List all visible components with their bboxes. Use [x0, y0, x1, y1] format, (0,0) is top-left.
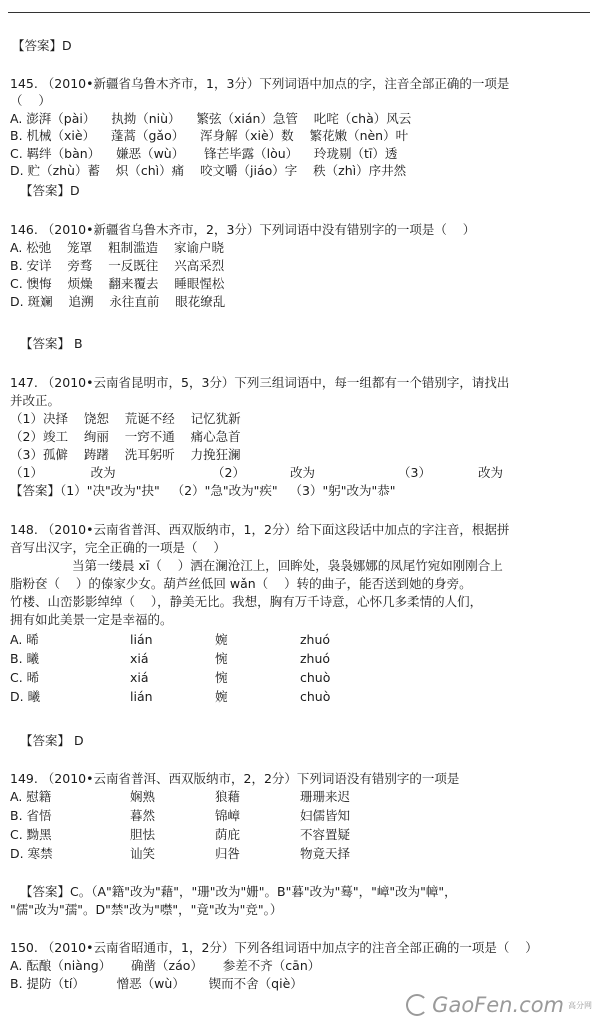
- q148-a-1: A. 晞: [10, 632, 39, 647]
- q148-c-1: C. 晞: [10, 670, 40, 685]
- q148-passage-3: 竹楼、山峦影影绰绰（ ），静美无比。我想，胸有万千诗意，心怀几多柔情的人们，: [10, 594, 483, 609]
- q147-group-2: （2）竣工 绚丽 一窍不通 痛心急首: [10, 429, 241, 444]
- q148-b-4: zhuó: [300, 651, 331, 666]
- q146-option-a: A. 松弛 笼罩 粗制滥造 家谕户晓: [10, 240, 224, 255]
- q148-b-2: xiá: [130, 651, 149, 666]
- q145-option-d: D. 贮（zhù）蓄 炽（chì）痛 咬文嚼（jiáo）字 秩（zhì）序井然: [10, 163, 407, 178]
- q146-option-b: B. 安详 旁骛 一反既往 兴高采烈: [10, 258, 225, 273]
- q149-c-2: 胆怯: [130, 827, 156, 842]
- q148-c-4: chuò: [300, 670, 331, 685]
- q148-b-3: 惋: [215, 651, 228, 666]
- q147-fill-1: （1） 改为: [10, 465, 116, 480]
- top-rule: [8, 12, 590, 13]
- q148-a-2: lián: [130, 632, 153, 647]
- q149-d-4: 物竟天择: [300, 846, 351, 861]
- gaofen-watermark: [406, 993, 592, 1017]
- q145-stem: 145. （2010•新疆省乌鲁木齐市，1，3分）下列词语中加点的字，注音全部正确的一项是: [10, 76, 510, 91]
- answer-145: 【答案】D: [20, 183, 80, 198]
- gaofen-logo-icon: [406, 994, 428, 1016]
- q147-stem: 147. （2010•云南省昆明市，5，3分）下列三组词语中，每一组都有一个错别字，请找出: [10, 375, 510, 390]
- q147-group-3: （3）孤僻 踌躇 洗耳躬听 力挽狂澜: [10, 447, 241, 462]
- q149-b-1: B. 省悟: [10, 808, 52, 823]
- q148-stem: 148. （2010•云南省普洱、西双版纳市，1，2分）给下面这段话中加点的字注音，根据拼: [10, 522, 510, 537]
- answer-146: 【答案】 B: [20, 336, 83, 351]
- q147-fill-3-label: （3）: [398, 465, 431, 480]
- q145-option-b: B. 机械（xiè） 蓬蒿（gǎo） 浑身解（xiè）数 繁花嫩（nèn）叶: [10, 128, 409, 143]
- answer-149: 【答案】C。（A"籍"改为"藉"，"珊"改为"姗"。B"暮"改为"蓦"，"嶂"改为"幛"，: [20, 884, 457, 899]
- q149-c-4: 不容置疑: [300, 827, 351, 842]
- q145-stem-cont: （ ）: [10, 93, 51, 108]
- q147-fill-2-label: （2）: [212, 465, 245, 480]
- q148-passage-2: 脂粉奁（ ）的傣家少女。葫芦丝低回 wǎn（ ）转的曲子，能否送到她的身旁。: [10, 576, 472, 591]
- q150-stem: 150. （2010•云南省昭通市，1，2分）下列各组词语中加点字的注音全部正确的一项是（ ）: [10, 940, 538, 955]
- answer-147: 【答案】（1）"决"改为"抉" （2）"急"改为"疾" （3）"躬"改为"恭": [10, 483, 396, 498]
- q146-option-d: D. 斑斓 追溯 永往直前 眼花缭乱: [10, 294, 226, 309]
- q148-passage-1: 当第一缕晨 xī（ ）洒在澜沧江上，回眸处，袅袅娜娜的凤尾竹宛如刚刚合上: [72, 558, 503, 573]
- q148-b-1: B. 曦: [10, 651, 40, 666]
- q148-d-4: chuò: [300, 689, 331, 704]
- q147-group-1: （1）决择 饶恕 荒诞不经 记忆犹新: [10, 411, 241, 426]
- q148-d-3: 婉: [215, 689, 228, 704]
- q148-c-2: xiá: [130, 670, 149, 685]
- q150-option-b: B. 提防（tí） 憎恶（wù） 锲而不舍（qiè）: [10, 976, 303, 991]
- q149-d-1: D. 寒禁: [10, 846, 53, 861]
- q149-a-4: 珊珊来迟: [300, 789, 351, 804]
- watermark-tag: 高分网: [568, 1000, 592, 1010]
- answer-148: 【答案】 D: [20, 733, 84, 748]
- q145-option-a: A. 澎湃（pài） 执拗（niù） 繁弦（xián）急管 叱咤（chà）风云: [10, 111, 412, 126]
- q150-option-a: A. 酝酿（niàng） 确凿（záo） 参差不齐（cān）: [10, 958, 321, 973]
- q148-c-3: 惋: [215, 670, 228, 685]
- q146-stem: 146. （2010•新疆省乌鲁木齐市，2，3分）下列词语中没有错别字的一项是（ ）: [10, 222, 476, 237]
- answer-149-cont: "儒"改为"孺"。D"禁"改为"噤"，"竟"改为"竞"。）: [10, 902, 283, 917]
- q149-b-2: 暮然: [130, 808, 156, 823]
- q148-passage-4: 拥有如此美景一定是幸福的。: [10, 612, 173, 627]
- q148-d-2: lián: [130, 689, 153, 704]
- q148-a-3: 婉: [215, 632, 228, 647]
- q149-a-1: A. 慰籍: [10, 789, 52, 804]
- answer-144: 【答案】D: [12, 38, 72, 53]
- q146-option-c: C. 懊悔 烦燥 翻来覆去 睡眼惺松: [10, 276, 225, 291]
- q149-c-3: 荫庇: [215, 827, 241, 842]
- q149-c-1: C. 黝黑: [10, 827, 52, 842]
- q149-b-4: 妇儒皆知: [300, 808, 351, 823]
- q147-stem-cont: 并改正。: [10, 393, 61, 408]
- q147-fill-3-text: 改为: [478, 465, 504, 480]
- q149-a-3: 狼藉: [215, 789, 241, 804]
- q148-stem-cont: 音写出汉字，完全正确的一项是（ ）: [10, 540, 226, 555]
- q149-d-2: 讪笑: [130, 846, 156, 861]
- q149-d-3: 归咎: [215, 846, 241, 861]
- watermark-text: GaoFen.com: [432, 993, 564, 1017]
- q149-stem: 149. （2010•云南省普洱、西双版纳市，2，2分）下列词语没有错别字的一项是: [10, 771, 460, 786]
- q145-option-c: C. 羁绊（bàn） 嫌恶（wù） 锋芒毕露（lòu） 玲珑剔（tī）透: [10, 146, 398, 161]
- q149-a-2: 娴熟: [130, 789, 156, 804]
- q148-d-1: D. 曦: [10, 689, 41, 704]
- q149-b-3: 锦嶂: [215, 808, 241, 823]
- q148-a-4: zhuó: [300, 632, 331, 647]
- q147-fill-2-text: 改为: [290, 465, 316, 480]
